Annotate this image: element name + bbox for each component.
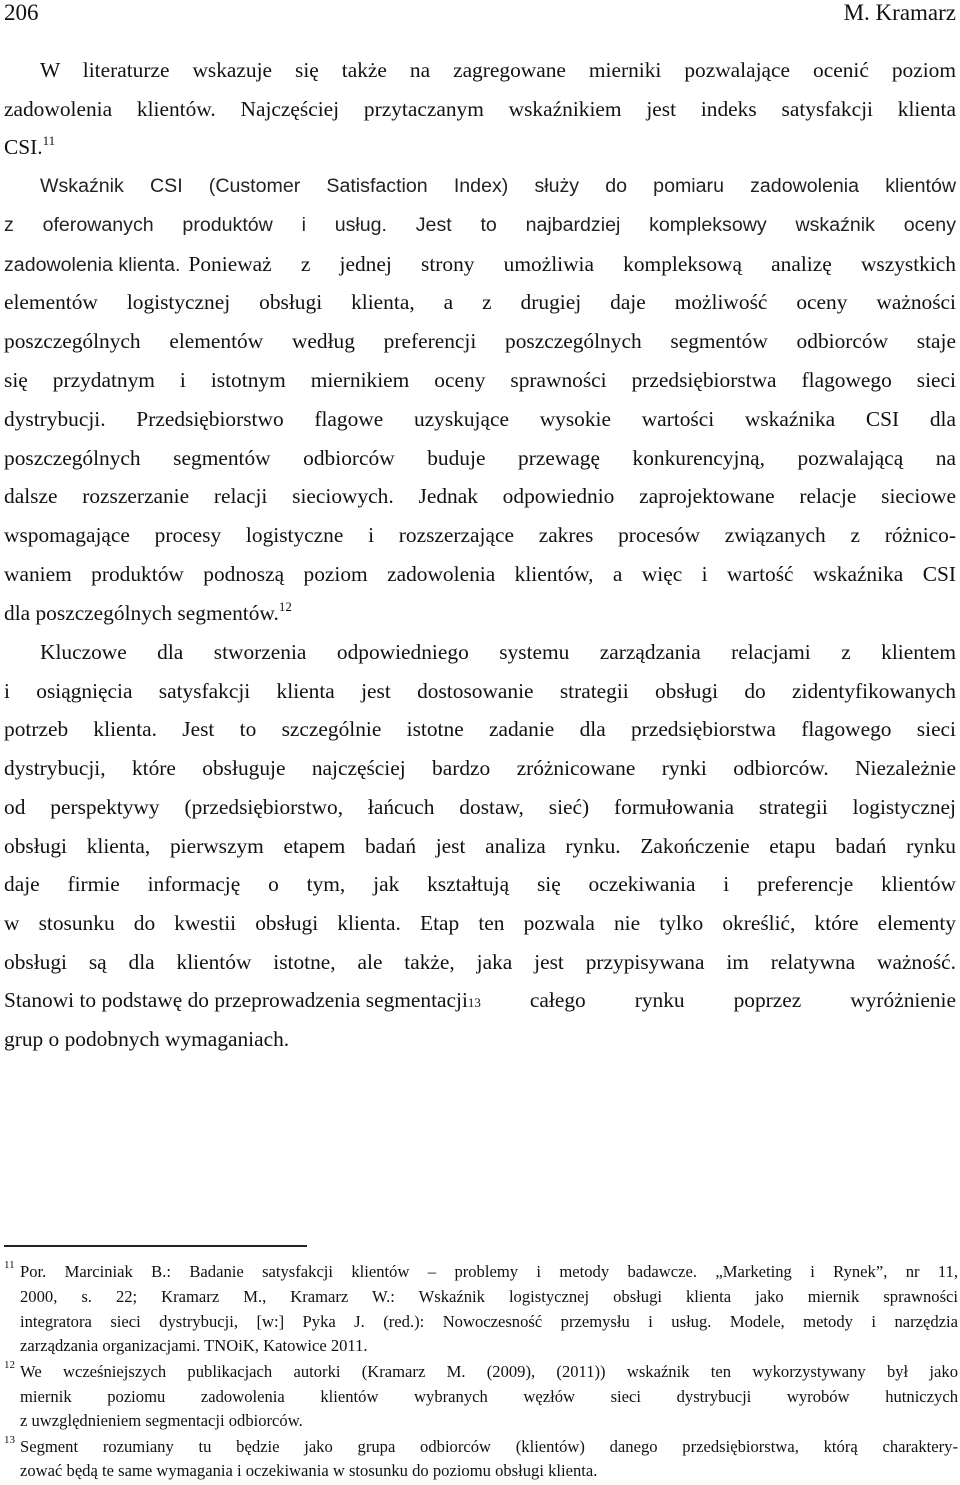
body-line: W literaturze wskazuje się także na zagregowane mierniki pozwalające ocenić poziom: [40, 58, 956, 82]
body-text: całego rynku poprzez wyróżnienie: [480, 988, 956, 1012]
body-line: [4, 598, 956, 628]
body-line: [4, 132, 956, 162]
footnote-line: Por. Marciniak B.: Badanie satysfakcji klientów – problemy i metody badawcze. „Marketing i Rynek”, nr 11,: [20, 1262, 958, 1281]
body-text: Ponieważ z jednej strony umożliwia kompleksową analizę wszystkich: [188, 252, 956, 276]
body-line: w stosunku do kwestii obsługi klienta. Etap ten pozwala nie tylko określić, które elementy: [4, 911, 956, 935]
body-line: i osiągnięcia satysfakcji klienta jest dostosowanie strategii obsługi do zidentyfikowanych: [4, 679, 956, 703]
body-line: z oferowanych produktów i usług. Jest to najbardziej kompleksowy wskaźnik oceny: [4, 214, 956, 236]
footnote-mark: 11: [4, 1259, 15, 1271]
body-line: obsługi są dla klientów istotne, ale także, jaka jest przypisywana im relatywna ważność.: [4, 950, 956, 974]
body-text: dla poszczególnych segmentów.: [4, 601, 279, 625]
body-text: Stanowi to podstawę do przeprowadzenia segmentacji: [4, 988, 468, 1012]
body-line: zadowolenia klientów. Najczęściej przytaczanym wskaźnikiem jest indeks satysfakcji klienta: [4, 97, 956, 121]
body-line: Kluczowe dla stworzenia odpowiedniego systemu zarządzania relacjami z klientem: [40, 640, 956, 664]
footnote-line: zarządzania organizacjami. TNOiK, Katowice 2011.: [20, 1336, 368, 1355]
page-number: 206: [4, 0, 39, 25]
footnote-line: zować będą te same wymagania i oczekiwania w stosunku do poziomu obsługi klienta.: [20, 1461, 598, 1480]
body-line: poszczególnych segmentów odbiorców buduje przewagę konkurencyjną, pozwalającą na: [4, 446, 956, 470]
body-line: waniem produktów podnoszą poziom zadowolenia klientów, a więc i wartość wskaźnika CSI: [4, 562, 956, 586]
body-line: dystrybucji, które obsługuje najczęściej bardzo zróżnicowane rynki odbiorców. Niezależnie: [4, 756, 956, 780]
footnote-line: Segment rozumiany tu będzie jako grupa odbiorców (klientów) danego przedsiębiorstwa, którą charaktery-: [20, 1437, 958, 1456]
body-line: od perspektywy (przedsiębiorstwo, łańcuch dostaw, sieć) formułowania strategii logistycznej: [4, 795, 956, 819]
body-text: CSI.: [4, 135, 43, 159]
body-line: Wskaźnik CSI (Customer Satisfaction Index) służy do pomiaru zadowolenia klientów: [40, 175, 956, 197]
body-line: poszczególnych elementów według preferencji poszczególnych segmentów odbiorców staje: [4, 329, 956, 353]
body-line: grup o podobnych wymaganiach.: [4, 1027, 290, 1051]
body-line: obsługi klienta, pierwszym etapem badań jest analiza rynku. Zakończenie etapu badań rynku: [4, 834, 956, 858]
footnote-separator: [4, 1245, 307, 1247]
body-line: Stanowi to podstawę do przeprowadzenia segmentacji 13 całego rynku poprzez wyróżnienie: [4, 985, 956, 1015]
footnote-ref: 12: [278, 599, 292, 614]
footnote-ref: 11: [42, 133, 56, 148]
body-line: się przydatnym i istotnym miernikiem oceny sprawności przedsiębiorstwa flagowego sieci: [4, 368, 956, 392]
footnote-line: miernik poziomu zadowolenia klientów wybranych węzłów sieci dystrybucji wyrobów hutniczych: [20, 1387, 958, 1406]
footnote-mark: 13: [4, 1434, 15, 1446]
footnote-line: z uwzględnieniem segmentacji odbiorców.: [20, 1411, 303, 1430]
body-line: [4, 249, 956, 280]
body-line: wspomagające procesy logistyczne i rozszerzające zakres procesów związanych z różnico-: [4, 523, 956, 547]
body-line: dalsze rozszerzanie relacji sieciowych. Jednak odpowiednio zaprojektowane relacje sieciowe: [4, 484, 956, 508]
footnote-line: We wcześniejszych publikacjach autorki (Kramarz M. (2009), (2011)) wskaźnik ten wykorzystywany był jako: [20, 1362, 958, 1381]
footnote-line: 2000, s. 22; Kramarz M., Kramarz W.: Wskaźnik logistycznej obsługi klienta jako miernik sprawności: [20, 1287, 958, 1306]
body-line: dystrybucji. Przedsiębiorstwo flagowe uzyskujące wysokie wartości wskaźnika CSI dla: [4, 407, 956, 431]
body-line: daje firmie informację o tym, jak kształtują się oczekiwania i preferencje klientów: [4, 872, 956, 896]
footnote-mark: 12: [4, 1359, 15, 1371]
page-header: [4, 0, 956, 30]
running-head: M. Kramarz: [843, 0, 956, 25]
body-text: zadowolenia klienta.: [4, 254, 181, 276]
body-line: potrzeb klienta. Jest to szczególnie istotne zadanie dla przedsiębiorstwa flagowego sieci: [4, 717, 956, 741]
body-line: elementów logistycznej obsługi klienta, a z drugiej daje możliwość oceny ważności: [4, 290, 956, 314]
footnote-line: integratora sieci dystrybucji, [w:] Pyka J. (red.): Nowoczesność przemysłu i usług. Modele, metody i narzędzia: [20, 1312, 958, 1331]
